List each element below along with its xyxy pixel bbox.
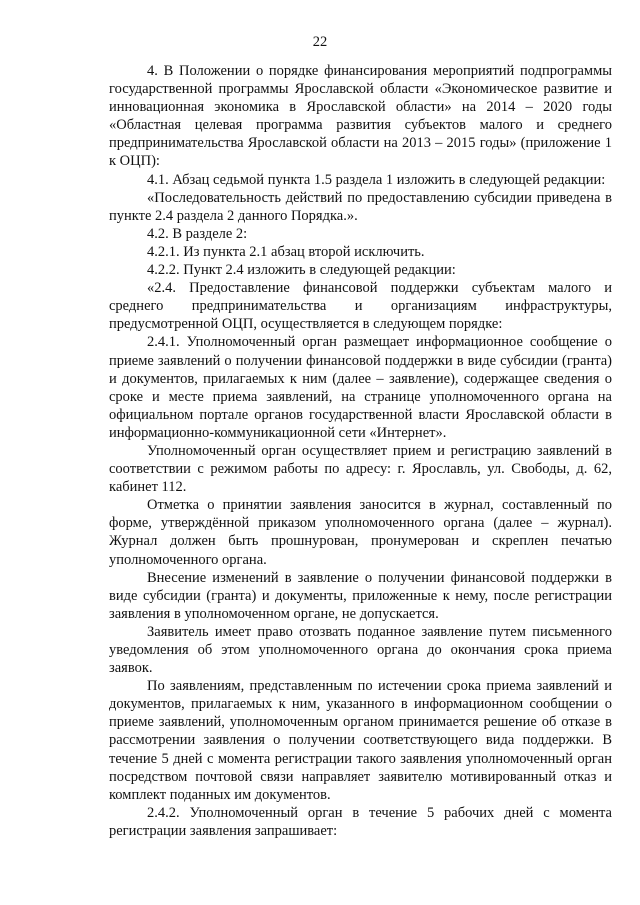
paragraph-registration: Уполномоченный орган осуществляет прием и регистрацию заявлений в соответствии с режимом работы по адресу: г. Ярославль, ул. Свободы, д. 62, кабинет 112. (109, 442, 612, 496)
paragraph-withdrawal: Заявитель имеет право отозвать поданное заявление путем письменного уведомления об этом уполномоченного органа до окончания срока приема заявок. (109, 623, 612, 677)
paragraph-4-2: 4.2. В разделе 2: (147, 225, 248, 242)
paragraph-4-2-1: 4.2.1. Из пункта 2.1 абзац второй исключить. (147, 243, 425, 260)
paragraph-2-4-2: 2.4.2. Уполномоченный орган в течение 5 рабочих дней с момента регистрации заявления запрашивает: (109, 804, 612, 839)
document-body (109, 62, 612, 840)
paragraph-2-4-1: 2.4.1. Уполномоченный орган размещает информационное сообщение о приеме заявлений о получении финансовой поддержки в виде субсидии (гранта) и документов, прилагаемых к ним (далее – заявление), содержащее сведения о сроке и месте приема заявлений, на странице уполномоченного органа на официальном портале органов государственной власти Ярославской области в информационно-коммуникационной сети «Интернет». (109, 334, 612, 441)
paragraph-2-4: «2.4. Предоставление финансовой поддержки субъектам малого и среднего предпринимательства и организациям инфраструктуры, предусмотренной ОЦП, осуществляется в следующем порядке: (109, 280, 612, 333)
paragraph-quote-sequence: «Последовательность действий по предоставлению субсидии приведена в пункте 2.4 раздела 2 данного Порядка.». (109, 189, 612, 224)
paragraph-changes: Внесение изменений в заявление о получении финансовой поддержки в виде субсидии (гранта) и документы, приложенные к нему, после регистрации заявления в уполномоченном органе, не допускается. (109, 569, 612, 622)
paragraph-4-1: 4.1. Абзац седьмой пункта 1.5 раздела 1 изложить в следующей редакции: (147, 171, 606, 188)
paragraph-journal: Отметка о принятии заявления заносится в журнал, составленный по форме, утверждённой приказом уполномоченного органа (далее – журнал). Журнал должен быть прошнурован, пронумерован и скреплен печатью уполномоченного органа. (109, 497, 612, 568)
page-number: 22 (312, 34, 328, 50)
paragraph-4-2-2: 4.2.2. Пункт 2.4 изложить в следующей редакции: (147, 262, 456, 279)
paragraph-late-applications: По заявлениям, представленным по истечении срока приема заявлений и документов, прилагаемых к ним, указанного в информационном сообщении о приеме заявлений, уполномоченным органом принимается решение об отказе в рассмотрении заявления о получении соответствующего вида поддержки. В течение 5 дней с момента регистрации такого заявления уполномоченный орган посредством почтовой связи направляет заявителю мотивированный отказ и комплект поданных им документов. (109, 678, 612, 803)
paragraph-4: 4. В Положении о порядке финансирования мероприятий подпрограммы государственной программы Ярославской области «Экономическое развитие и инновационная экономика в Ярославской области» на 2014 – 2020 годы «Областная целевая программа развития субъектов малого и среднего предпринимательства Ярославской области на 2013 – 2015 годы» (приложение 1 к ОЦП): (109, 63, 612, 170)
